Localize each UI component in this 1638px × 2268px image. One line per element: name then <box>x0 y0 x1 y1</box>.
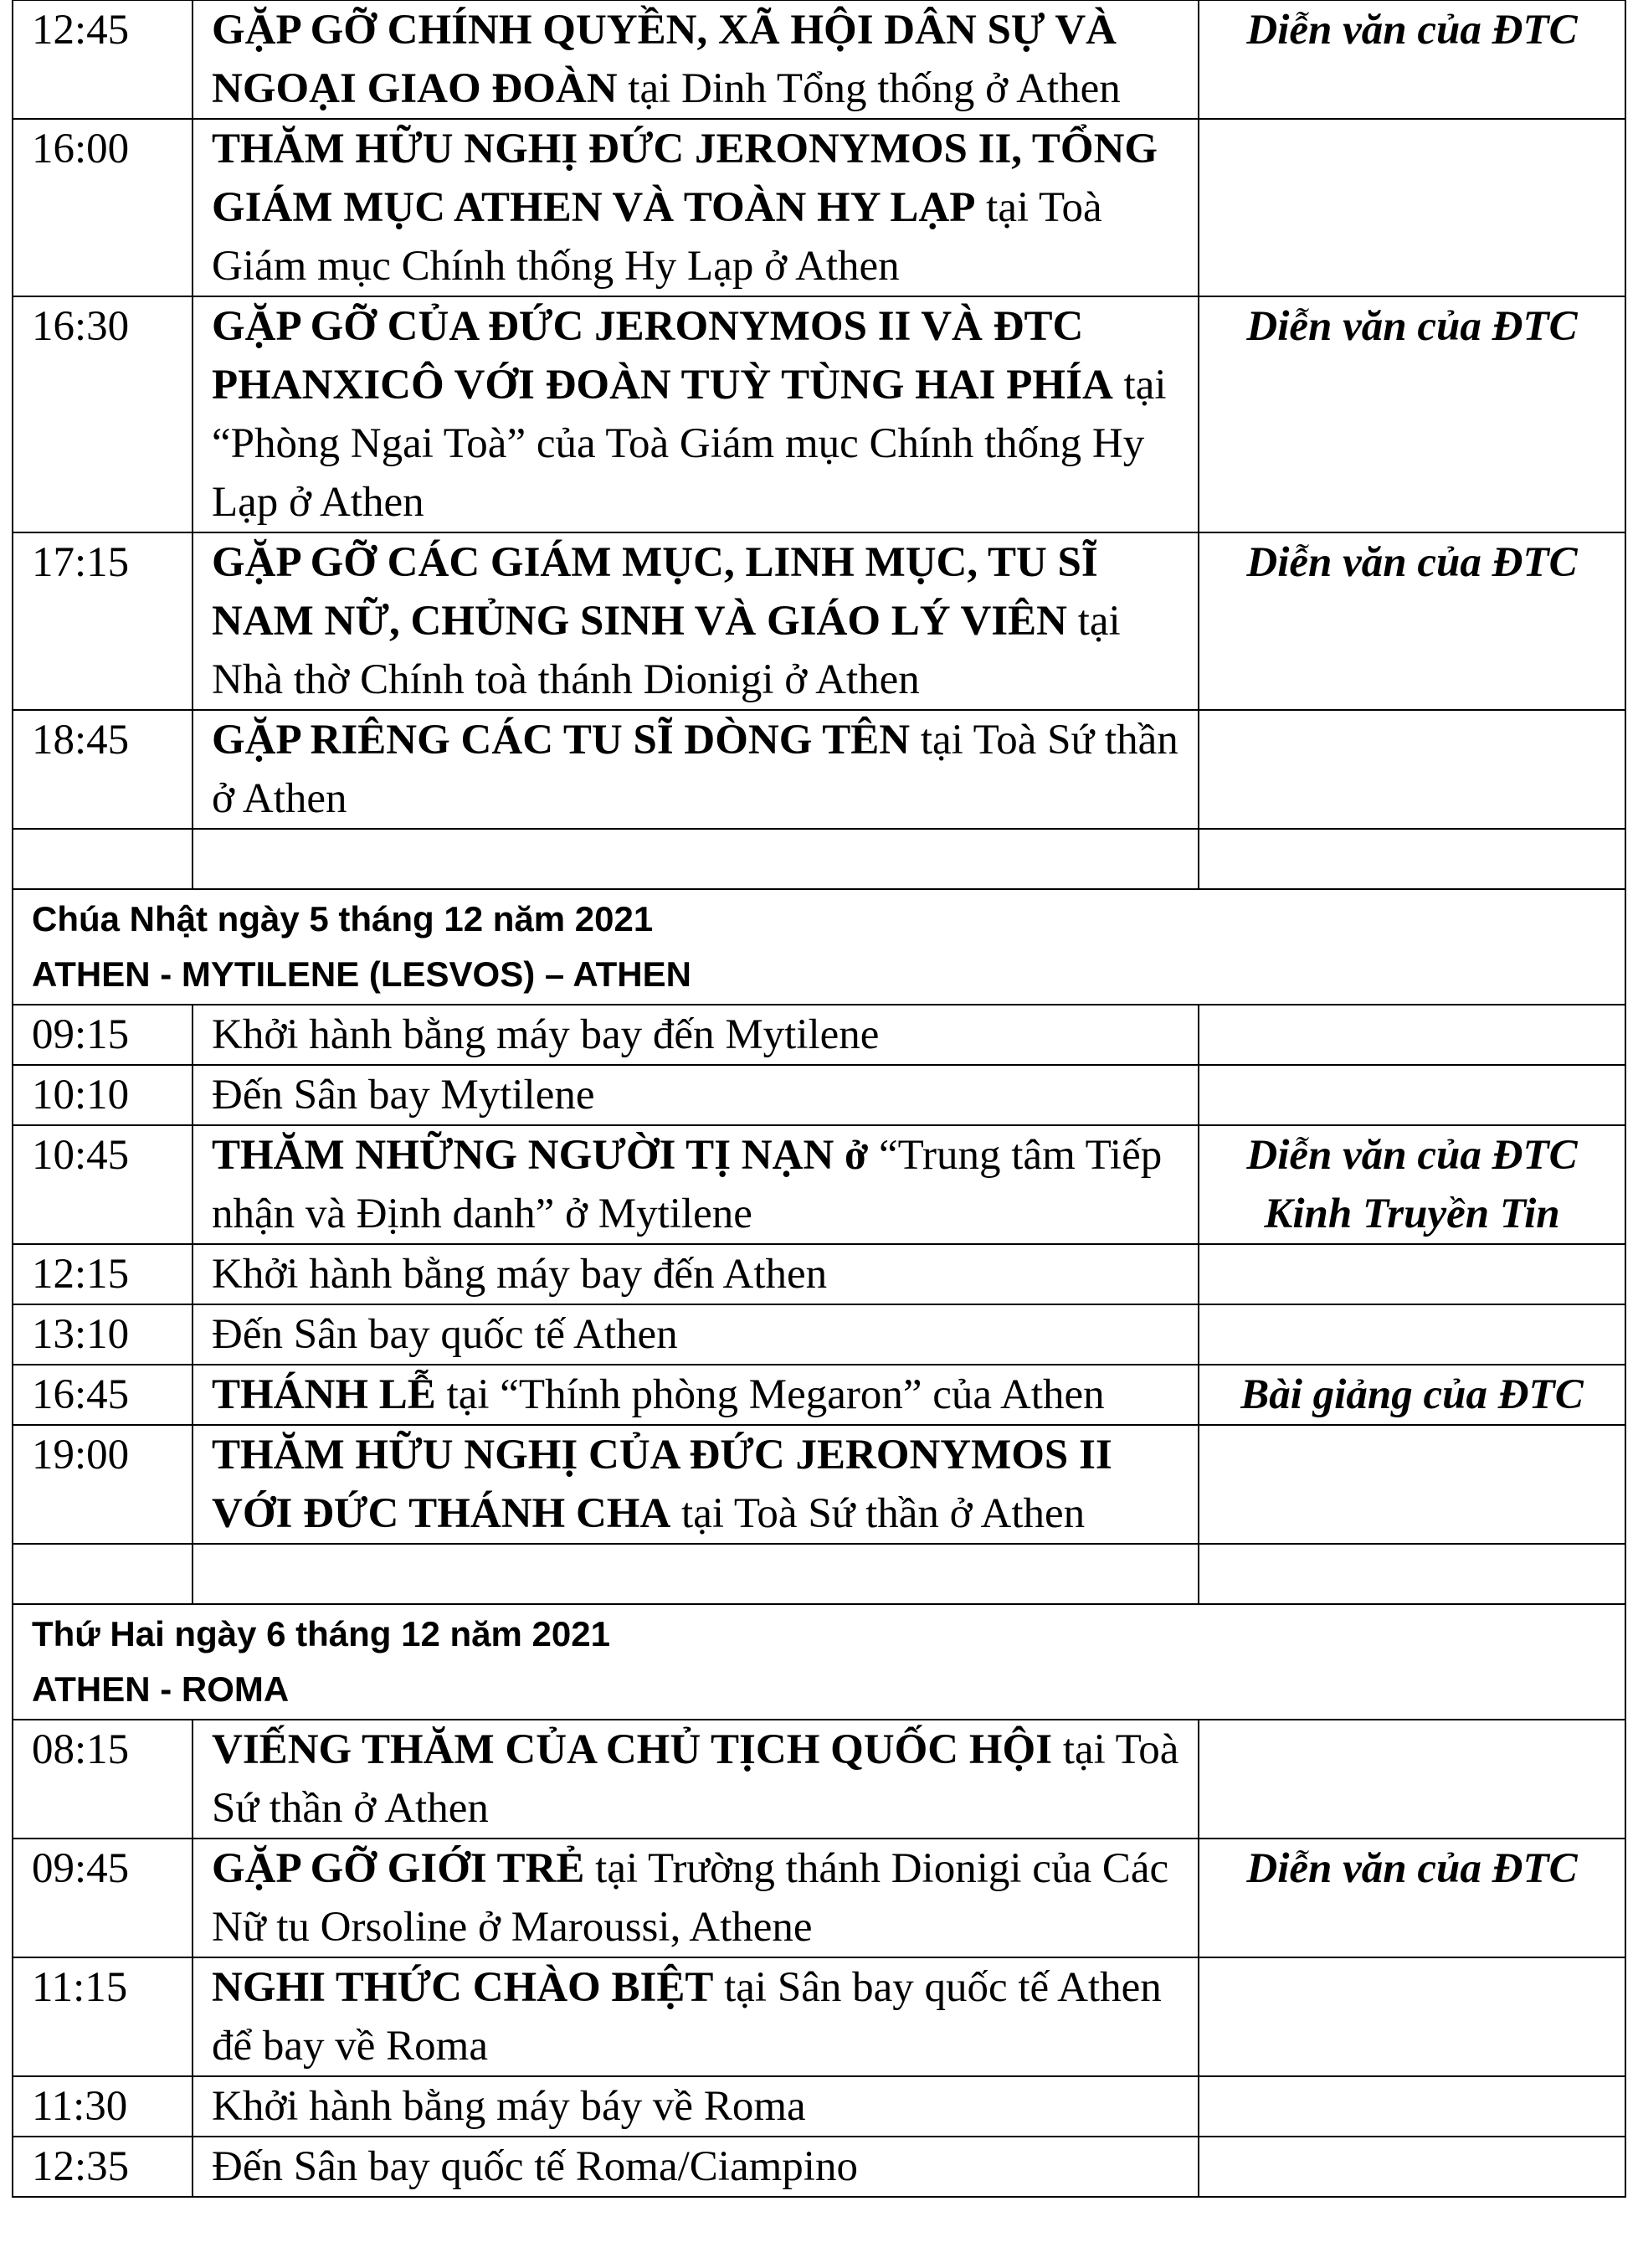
row-note <box>1199 1425 1625 1544</box>
spacer-row <box>13 829 1625 889</box>
empty-cell <box>193 829 1199 889</box>
row-activity-rest: tại Trường thánh Dionigi của Các Nữ tu Orsoline ở Maroussi, Athene <box>212 1845 1169 1951</box>
row-activity <box>193 1065 1199 1125</box>
row-activity-bold: GẶP GỠ GIỚI TRẺ <box>212 1845 585 1892</box>
table-row <box>13 2137 1625 2197</box>
day-route: ATHEN - ROMA <box>32 1669 290 1709</box>
empty-cell <box>1199 1544 1625 1604</box>
row-time: 09:45 <box>13 1839 193 1957</box>
row-activity <box>193 1425 1199 1544</box>
row-activity-rest: tại “Thính phòng Megaron” của Athen <box>435 1371 1105 1418</box>
row-activity-rest: tại Toà Sứ thần ở Athen <box>670 1490 1086 1537</box>
table-row <box>13 1365 1625 1425</box>
day-header-cell <box>13 889 1625 1005</box>
row-time: 12:15 <box>13 1244 193 1304</box>
table-row <box>13 1839 1625 1957</box>
row-note <box>1199 1005 1625 1065</box>
row-activity-rest: tại Toà Giám mục Chính thống Hy Lạp ở Athen <box>212 184 1102 290</box>
row-time: 13:10 <box>13 1304 193 1365</box>
row-time: 10:10 <box>13 1065 193 1125</box>
row-time: 08:15 <box>13 1720 193 1839</box>
row-activity-rest: Khởi hành bằng máy bay đến Athen <box>212 1251 828 1298</box>
row-activity-bold: THĂM NHỮNG NGƯỜI TỊ NẠN ở <box>212 1132 869 1179</box>
row-activity-rest: Khởi hành bằng máy bay đến Mytilene <box>212 1011 880 1058</box>
row-time: 11:15 <box>13 1957 193 2076</box>
table-row <box>13 1957 1625 2076</box>
table-row <box>13 1304 1625 1365</box>
table-row <box>13 119 1625 296</box>
row-note <box>1199 1065 1625 1125</box>
day-header-cell <box>13 1604 1625 1720</box>
row-note <box>1199 1365 1625 1425</box>
table-row <box>13 532 1625 710</box>
row-note <box>1199 119 1625 296</box>
row-activity <box>193 1005 1199 1065</box>
row-activity-rest: tại Dinh Tổng thống ở Athen <box>617 65 1121 112</box>
row-activity-bold: GẶP RIÊNG CÁC TU SĨ DÒNG TÊN <box>212 717 911 764</box>
row-activity-bold: GẶP GỠ CÁC GIÁM MỤC, LINH MỤC, TU SĨ NAM NỮ, CHỦNG SINH VÀ GIÁO LÝ VIÊN <box>212 539 1098 645</box>
row-activity <box>193 2137 1199 2197</box>
row-note-1: Diễn văn của ĐTC <box>1246 1845 1578 1892</box>
day-route: ATHEN - MYTILENE (LESVOS) – ATHEN <box>32 954 691 994</box>
row-activity-bold: NGHI THỨC CHÀO BIỆT <box>212 1964 714 2011</box>
row-note-1: Diễn văn của ĐTC <box>1246 1132 1578 1179</box>
row-activity <box>193 532 1199 710</box>
empty-cell <box>1199 829 1625 889</box>
row-activity-rest: tại Nhà thờ Chính toà thánh Dionigi ở Athen <box>212 598 1121 703</box>
row-time: 12:45 <box>13 0 193 119</box>
empty-cell <box>193 1544 1199 1604</box>
row-note <box>1199 2137 1625 2197</box>
row-activity <box>193 1839 1199 1957</box>
row-activity-rest: tại “Phòng Ngai Toà” của Toà Giám mục Chính thống Hy Lạp ở Athen <box>212 362 1167 526</box>
row-activity <box>193 1957 1199 2076</box>
row-time: 17:15 <box>13 532 193 710</box>
row-activity-rest: tại Toà Sứ thần ở Athen <box>212 1726 1179 1832</box>
row-activity-rest: tại Sân bay quốc tế Athen để bay về Roma <box>212 1964 1162 2070</box>
table-row <box>13 1425 1625 1544</box>
row-activity-rest: tại Toà Sứ thần ở Athen <box>212 717 1178 822</box>
row-activity <box>193 1125 1199 1244</box>
row-note-1: Diễn văn của ĐTC <box>1246 539 1578 586</box>
day-date: Thứ Hai ngày 6 tháng 12 năm 2021 <box>32 1614 610 1653</box>
row-activity <box>193 1304 1199 1365</box>
row-note <box>1199 1839 1625 1957</box>
row-activity-rest: Khởi hành bằng máy báy về Roma <box>212 2083 806 2130</box>
day-header <box>13 1604 1625 1720</box>
table-row <box>13 1065 1625 1125</box>
row-activity-bold: GẶP GỠ CHÍNH QUYỀN, XÃ HỘI DÂN SỰ VÀ NGOẠI GIAO ĐOÀN <box>212 7 1117 112</box>
row-note <box>1199 1125 1625 1244</box>
row-note <box>1199 1720 1625 1839</box>
table-row <box>13 296 1625 532</box>
row-activity-bold: VIẾNG THĂM CỦA CHỦ TỊCH QUỐC HỘI <box>212 1726 1053 1773</box>
row-activity-rest: “Trung tâm Tiếp nhận và Định danh” ở Mytilene <box>212 1132 1163 1237</box>
table-row <box>13 2076 1625 2137</box>
row-activity <box>193 1365 1199 1425</box>
schedule-table <box>12 0 1626 2198</box>
row-note-1: Diễn văn của ĐTC <box>1246 303 1578 350</box>
row-note <box>1199 1244 1625 1304</box>
day-date: Chúa Nhật ngày 5 tháng 12 năm 2021 <box>32 899 654 939</box>
row-activity-rest: Đến Sân bay quốc tế Athen <box>212 1311 678 1358</box>
row-note <box>1199 1957 1625 2076</box>
row-note-1: Diễn văn của ĐTC <box>1246 7 1578 54</box>
row-time: 12:35 <box>13 2137 193 2197</box>
row-activity-rest: Đến Sân bay Mytilene <box>212 1072 595 1119</box>
row-time: 11:30 <box>13 2076 193 2137</box>
empty-cell <box>13 1544 193 1604</box>
table-row <box>13 1244 1625 1304</box>
table-row <box>13 710 1625 829</box>
row-note-1: Bài giảng của ĐTC <box>1240 1371 1584 1418</box>
table-row <box>13 1005 1625 1065</box>
row-activity-bold: THĂM HỮU NGHỊ CỦA ĐỨC JERONYMOS II VỚI ĐỨC THÁNH CHA <box>212 1432 1112 1537</box>
day-header <box>13 889 1625 1005</box>
row-time: 10:45 <box>13 1125 193 1244</box>
row-time: 09:15 <box>13 1005 193 1065</box>
row-note <box>1199 2076 1625 2137</box>
row-activity-rest: Đến Sân bay quốc tế Roma/Ciampino <box>212 2143 858 2190</box>
row-time: 16:00 <box>13 119 193 296</box>
empty-cell <box>13 829 193 889</box>
row-activity <box>193 710 1199 829</box>
row-activity <box>193 1720 1199 1839</box>
row-activity-bold: THĂM HỮU NGHỊ ĐỨC JERONYMOS II, TỔNG GIÁM MỤC ATHEN VÀ TOÀN HY LẠP <box>212 126 1158 231</box>
row-activity <box>193 1244 1199 1304</box>
row-note <box>1199 1304 1625 1365</box>
row-activity <box>193 296 1199 532</box>
row-note <box>1199 532 1625 710</box>
row-activity <box>193 0 1199 119</box>
row-activity <box>193 119 1199 296</box>
spacer-row <box>13 1544 1625 1604</box>
table-row <box>13 1720 1625 1839</box>
row-time: 16:45 <box>13 1365 193 1425</box>
row-note <box>1199 710 1625 829</box>
table-row <box>13 1125 1625 1244</box>
row-activity-bold: THÁNH LỄ <box>212 1371 436 1418</box>
row-note <box>1199 0 1625 119</box>
table-row <box>13 0 1625 119</box>
row-activity-bold: GẶP GỠ CỦA ĐỨC JERONYMOS II VÀ ĐTC PHANXICÔ VỚI ĐOÀN TUỲ TÙNG HAI PHÍA <box>212 303 1113 409</box>
row-activity <box>193 2076 1199 2137</box>
row-time: 19:00 <box>13 1425 193 1544</box>
row-note <box>1199 296 1625 532</box>
row-time: 16:30 <box>13 296 193 532</box>
row-time: 18:45 <box>13 710 193 829</box>
row-note-2: Kinh Truyền Tin <box>1264 1191 1560 1237</box>
